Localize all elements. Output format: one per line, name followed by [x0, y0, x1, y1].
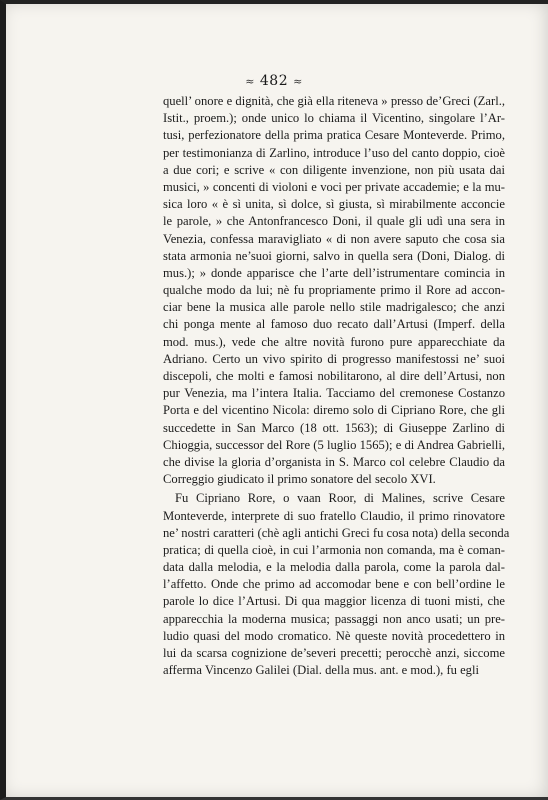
paragraph — [163, 490, 510, 679]
text-line: ne’ nostri caratteri (chè agli antichi Greci fu cosa nota) della seconda — [163, 525, 510, 540]
text-line: Correggio giudicato il primo sonatore del secolo XVI. — [163, 472, 436, 487]
right-ornament: ≈ — [293, 75, 303, 88]
text-line: sica loro « è sì unita, sì dolce, sì giusta, sì mirabilmente acconcie — [163, 197, 505, 212]
text-line: parole lo dice l’Artusi. Di qua maggior licenza di tuoni misti, che — [163, 594, 505, 609]
text-line: quell’ onore e dignità, che già ella riteneva » presso de’Greci (Zarl., — [163, 94, 505, 108]
text-line: ludio quasi del modo cromatico. Nè queste novità procedettero in — [163, 628, 505, 643]
text-line: le parole, » che Antonfrancesco Doni, il quale gli udì una sera in — [163, 214, 505, 229]
text-line: data dalla melodia, e la melodia dalla parola, come la parola dal- — [163, 560, 505, 575]
text-line: pur Venezia, ma l’intera Italia. Tacciamo del cremonese Costanzo — [163, 386, 505, 401]
text-line: l’affetto. Onde che primo ad accomodar bene e con bell’ordine le — [163, 577, 505, 592]
text-line: discepoli, che molti e famosi nobilitarono, al dire dell’Artusi, non — [163, 369, 505, 383]
text-line: Chioggia, successor del Rore (5 luglio 1565); e di Andrea Gabrielli, — [163, 437, 505, 452]
text-line: musici, » concenti di violoni e voci per private accademie; e la mu- — [163, 179, 505, 194]
text-line: stata armonia ne’suoi giorni, salvo in quella sera (Doni, Dialog. di — [163, 248, 505, 263]
page-number: 482 — [259, 73, 289, 89]
text-line: apparecchia la moderna musica; passaggi non anco usati; un pre- — [163, 611, 505, 626]
text-line: lui da scarsa cognizione de’severi precetti; perocchè anzi, siccome — [163, 646, 505, 660]
left-ornament: ≈ — [245, 75, 255, 88]
text-line: Istit., proem.); onde unico lo chiama il Vicentino, singolare l’Ar- — [163, 111, 505, 126]
text-line: per testimonianza di Zarlino, introduce l’uso del canto doppio, cioè — [163, 145, 505, 160]
text-line: Monteverde, interprete di suo fratello Claudio, il primo rinovatore — [163, 508, 505, 523]
page-header — [0, 73, 548, 89]
body-text — [163, 93, 510, 679]
text-line: mod. mus.), vede che altre novità furono pure apparecchiate da — [163, 334, 505, 349]
text-line: tusi, perfezionatore della prima pratica Cesare Monteverde. Primo, — [163, 128, 505, 143]
text-line: mus.); » donde apparisce che l’arte dell’istrumentare comincia in — [163, 265, 505, 280]
text-line: pratica; di quella cioè, in cui l’armonia non comanda, ma è coman- — [163, 542, 505, 557]
text-line: ciar bene la musica alle parole nello stile madrigalesco; che anzi — [163, 300, 505, 315]
text-line: Fu Cipriano Rore, o vaan Roor, di Malines, scrive Cesare — [175, 491, 505, 506]
text-line: che divise la gloria d’organista in S. Marco col celebre Claudio da — [163, 454, 505, 469]
text-line: a due cori; e scrive « con diligente invenzione, non più usata dai — [163, 162, 505, 177]
paragraph — [163, 93, 505, 488]
text-line: Venezia, confessa maravigliato « di non avere saputo che cosa sia — [163, 231, 505, 246]
text-line: qualche modo da lui; nè fu propriamente primo il Rore ad accon- — [163, 283, 505, 298]
text-line: afferma Vincenzo Galilei (Dial. della mus. ant. e mod.), fu egli — [163, 663, 479, 678]
text-line: Adriano. Certo un vivo spirito di progresso manifestossi ne’ suoi — [163, 351, 505, 366]
text-line: chi ponga mente al famoso duo recato dall’Artusi (Imperf. della — [163, 317, 505, 332]
text-line: Porta e del vicentino Nicola: diremo solo di Cipriano Rore, che gli — [163, 403, 505, 418]
text-line: succedette in San Marco (18 ott. 1563); di Giuseppe Zarlino di — [163, 420, 505, 435]
